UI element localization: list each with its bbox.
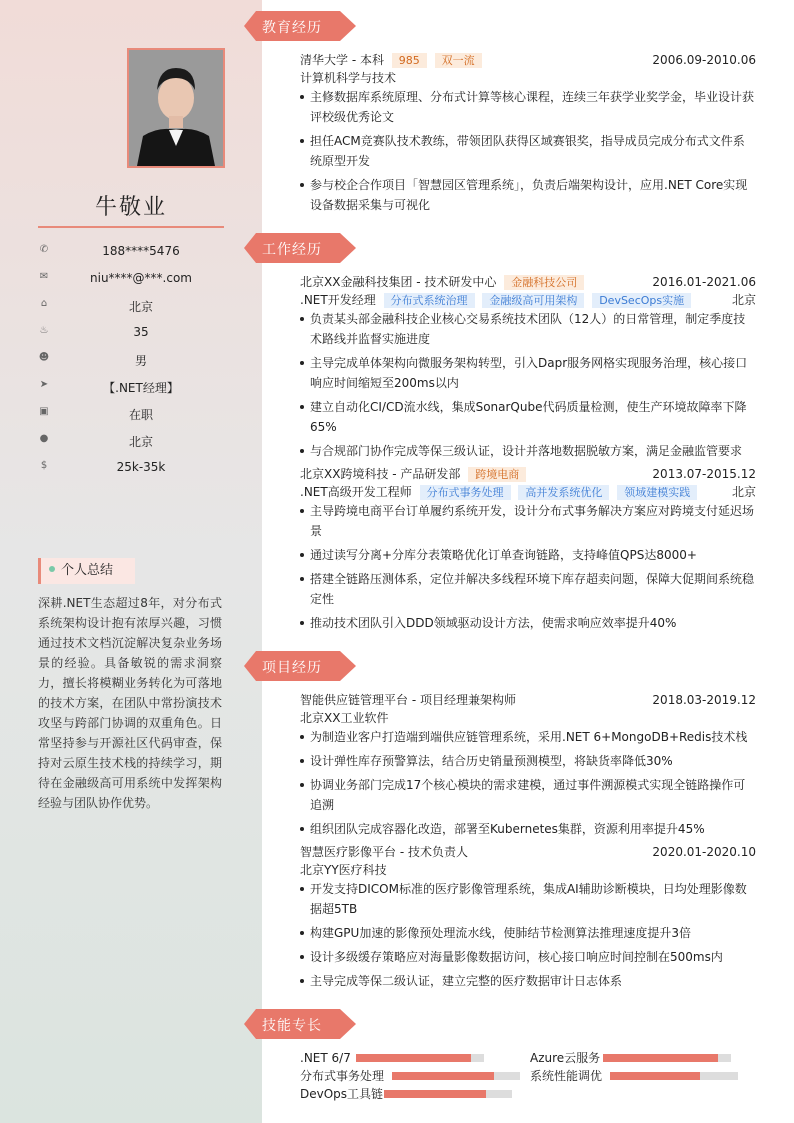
list-item: 开发支持DICOM标准的医疗影像管理系统，集成AI辅助诊断模块，日均处理影像数据超5TB [300,879,756,919]
contact-info-row [38,377,224,397]
skill-bar [603,1054,731,1062]
role-tag: 分布式系统治理 [384,293,475,308]
list-item: 推动技术团队引入DDD领域驱动设计方法，使需求响应效率提升40% [300,613,756,633]
education-date: 2006.09-2010.06 [652,53,756,67]
project-row [300,843,756,861]
list-item: 参与校企合作项目「智慧园区管理系统」，负责后端架构设计，应用.NET Core实现设备数据采集与可视化 [300,175,756,215]
briefcase-icon: ▣ [39,406,49,417]
location-icon: ● [39,433,49,444]
person-icon: ☻ [38,352,50,363]
education-major: 计算机科学与技术 [300,71,397,85]
school-name: 清华大学 - 本科 [300,53,384,67]
contact-info-value: 188****5476 [102,244,180,258]
contact-info-row [38,296,224,316]
education-title: 教育经历 [262,20,322,36]
projects-title: 项目经历 [262,660,322,676]
project-date: 2018.03-2019.12 [652,693,756,707]
list-item: 组织团队完成容器化改造，部署至Kubernetes集群，资源利用率提升45% [300,819,756,839]
mail-icon: ✉ [39,271,49,282]
job-role: .NET高级开发工程师 [300,485,412,499]
job-city: 北京 [731,293,756,307]
money-icon: $ [40,460,48,471]
summary-text: 深耕.NET生态超过8年，对分布式系统架构设计抱有浓厚兴趣，习惯通过技术文档沉淀解决复杂业务场景的经验。具备敏锐的需求洞察力，擅长将模糊业务转化为可落地的技术方案，在团队中常扮演技术攻坚与跨部门协调的双重角色。日常坚持参与开源社区代码审查，保持对云原生技术栈的持续学习，期待在金融级高可用系统中发挥架构经验与团队协作优势。 [38,596,222,810]
projects-header [244,651,356,681]
list-item: 设计多级缓存策略应对海量影像数据访问，核心接口响应时间控制在500ms内 [300,947,756,967]
contact-info-row [38,431,224,451]
contact-info-value: 25k-35k [116,460,166,474]
project-org: 北京XX工业软件 [300,711,389,725]
phone-icon: ✆ [39,244,49,255]
skill-item [300,1051,490,1065]
list-item: 主导完成等保二级认证，建立完整的医疗数据审计日志体系 [300,971,756,991]
skill-bar-fill [603,1054,718,1062]
skill-name: 系统性能调优 [530,1069,603,1083]
list-item: 主导完成单体架构向微服务架构转型，引入Dapr服务网格实现服务治理，核心接口响应时间缩短至200ms以内 [300,353,756,393]
list-item: 建立自动化CI/CD流水线，集成SonarQube代码质量检测，使生产环境故障率下降65% [300,397,756,437]
skill-bar-fill [610,1072,700,1080]
list-item: 协调业务部门完成17个核心模块的需求建模，通过事件溯源模式实现全链路操作可追溯 [300,775,756,815]
skill-item [300,1087,520,1101]
person-name: 牛敬业 [94,195,167,220]
project-row [300,691,756,709]
education-tag: 985 [392,53,427,68]
company-tag: 跨境电商 [468,467,526,482]
skill-bar-fill [392,1072,494,1080]
education-header [244,11,356,41]
summary-title-text: 个人总结 [61,563,114,578]
contact-info-value: 男 [134,354,147,368]
contact-info-row [38,323,224,343]
skill-bar [610,1072,738,1080]
contact-info-value: 35 [133,325,149,339]
list-item: 与合规部门协作完成等保三级认证，设计并落地数据脱敏方案，满足金融监管要求 [300,441,756,461]
role-row [300,483,756,501]
company-tag: 金融科技公司 [504,275,584,290]
list-item: 主导跨境电商平台订单履约系统开发，设计分布式事务解决方案应对跨境支付延迟场景 [300,501,756,541]
skill-bar [384,1090,512,1098]
list-item: 担任ACM竞赛队技术教练，带领团队获得区域赛银奖，指导成员完成分布式文件系统原型开发 [300,131,756,171]
role-tag: 分布式事务处理 [420,485,511,500]
job-date: 2013.07-2015.12 [652,467,756,481]
project-date: 2020.01-2020.10 [652,845,756,859]
job-date: 2016.01-2021.06 [652,275,756,289]
contact-info-value: 北京 [128,435,153,449]
project-name: 智慧医疗影像平台 - 技术负责人 [300,845,468,859]
skills-title: 技能专长 [262,1018,322,1034]
contact-info-row [38,350,224,370]
list-item: 搭建全链路压测体系，定位并解决多线程环境下库存超卖问题，保障大促期间系统稳定性 [300,569,756,609]
list-item: 通过读写分离+分库分表策略优化订单查询链路，支持峰值QPS达8000+ [300,545,756,565]
list-item: 负责某头部金融科技企业核心交易系统技术团队（12人）的日常管理，制定季度技术路线并监督实施进度 [300,309,756,349]
contact-info-value: niu****@***.com [90,271,192,285]
name-divider [38,226,224,228]
contact-info-value: 北京 [128,300,153,314]
job-role: .NET开发经理 [300,293,376,307]
skill-item [530,1069,745,1083]
list-item: 主修数据库系统原理、分布式计算等核心课程，连续三年获学业奖学金，毕业设计获评校级优秀论文 [300,87,756,127]
skill-name: Azure云服务 [530,1051,601,1065]
role-tag: 高并发系统优化 [518,485,609,500]
skill-name: 分布式事务处理 [300,1069,385,1083]
skill-item [300,1069,530,1083]
job-row [300,273,756,291]
work-title: 工作经历 [262,242,322,258]
project-name: 智能供应链管理平台 - 项目经理兼架构师 [300,693,516,707]
role-tag: 金融级高可用架构 [482,293,584,308]
list-item: 设计弹性库存预警算法，结合历史销量预测模型，将缺货率降低30% [300,751,756,771]
contact-info-value: 在职 [128,408,153,422]
skill-bar-fill [356,1054,471,1062]
company-name: 北京XX金融科技集团 - 技术研发中心 [300,275,497,289]
role-tag: DevSecOps实施 [592,293,691,308]
skill-item [530,1051,740,1065]
education-row [300,51,756,69]
skill-bar [392,1072,520,1080]
skill-name: .NET 6/7 [300,1051,351,1065]
job-city: 北京 [731,485,756,499]
contact-info-value: 【.NET经理】 [103,381,179,395]
project-org: 北京YY医疗科技 [300,863,387,877]
contact-info-row [38,269,224,289]
list-item: 为制造业客户打造端到端供应链管理系统，采用.NET 6+MongoDB+Redis技术栈 [300,727,756,747]
home-icon: ⌂ [40,298,48,309]
list-item: 构建GPU加速的影像预处理流水线，使肺结节检测算法推理速度提升3倍 [300,923,756,943]
summary-title [38,558,135,584]
company-name: 北京XX跨境科技 - 产品研发部 [300,467,461,481]
send-icon: ➤ [39,379,49,390]
skill-name: DevOps工具链 [300,1087,384,1101]
role-row [300,291,756,309]
profile-photo [127,48,225,168]
cake-icon: ♨ [39,325,49,336]
job-row [300,465,756,483]
skill-bar [356,1054,484,1062]
contact-info-row [38,458,224,478]
work-header [244,233,356,263]
skills-header [244,1009,356,1039]
dot-icon [49,566,55,572]
role-tag: 领域建模实践 [617,485,697,500]
education-tag: 双一流 [435,53,482,68]
contact-info-row [38,404,224,424]
contact-info-row [38,242,224,262]
skill-bar-fill [384,1090,486,1098]
